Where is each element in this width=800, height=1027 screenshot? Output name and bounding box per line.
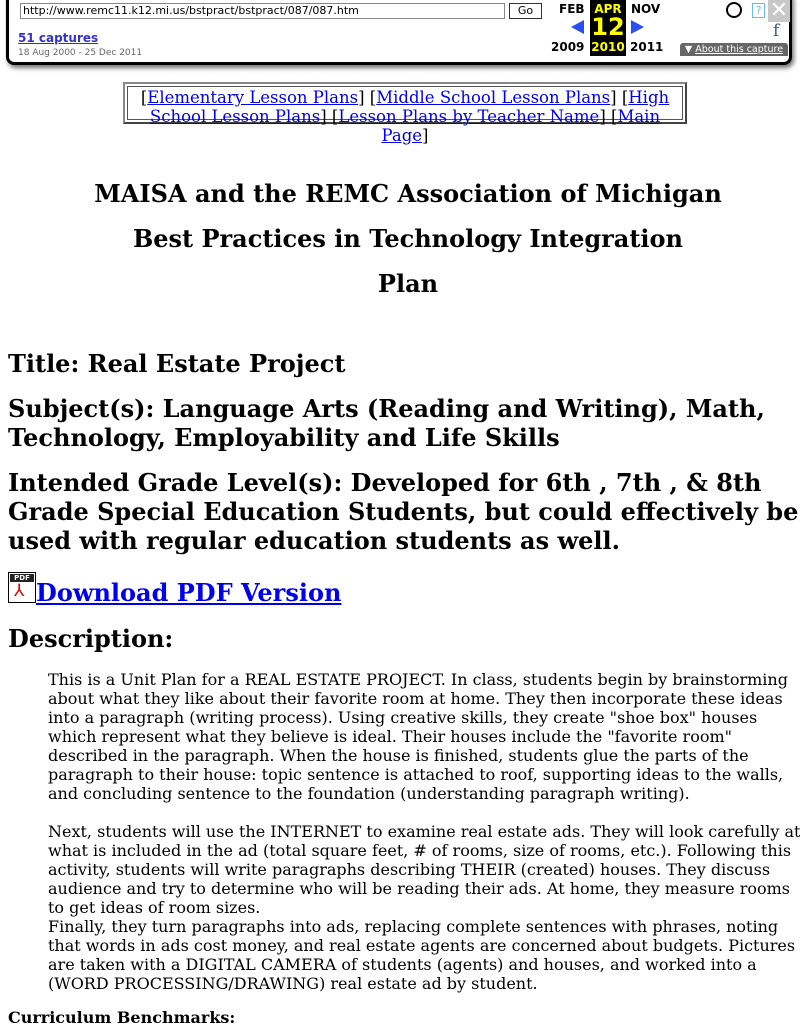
current-month: APR [594, 2, 622, 16]
capture-date-range: 18 Aug 2000 - 25 Dec 2011 [18, 48, 143, 58]
loading-circle-icon [726, 2, 742, 18]
description-paragraph-2: Next, students will use the INTERNET to examine real estate ads. They will look carefully at what is included in the ad (total square feet, # of rooms, size of rooms, etc.). Following this activity, students will write paragraphs describing THEIR (created) houses. They discuss audience and try to determine who will be reading their ads. At home, they measure rooms to get ideas of room sizes. [48, 822, 800, 917]
pdf-icon-label: PDF [10, 574, 34, 582]
current-year: 2010 [591, 40, 625, 54]
go-button[interactable]: Go [509, 3, 542, 19]
lesson-nav-box [123, 82, 687, 145]
acrobat-glyph-icon: ⅄ [14, 581, 25, 601]
pdf-icon[interactable] [8, 572, 36, 603]
current-day: 12 [591, 13, 625, 41]
header-program: Best Practices in Technology Integration [132, 224, 683, 253]
next-capture-arrow-icon[interactable] [631, 20, 644, 34]
curriculum-benchmarks-heading: Curriculum Benchmarks: [8, 1008, 236, 1027]
plan-title: Title: Real Estate Project [8, 349, 346, 378]
nav-link-elementary[interactable]: Elementary Lesson Plans [147, 88, 359, 107]
prev-capture-arrow-icon[interactable] [571, 20, 584, 34]
facebook-icon[interactable]: f [773, 21, 780, 41]
download-pdf-link[interactable]: Download PDF Version [36, 578, 342, 607]
current-capture-date [590, 0, 626, 56]
nav-link-middle-school[interactable]: Middle School Lesson Plans [376, 88, 611, 107]
prev-year-link[interactable]: 2009 [551, 40, 585, 54]
about-this-capture-button[interactable] [680, 43, 788, 56]
description-heading: Description: [8, 624, 174, 653]
next-month-link[interactable]: NOV [631, 2, 661, 16]
next-year-link[interactable]: 2011 [630, 40, 664, 54]
description-paragraph-1: This is a Unit Plan for a REAL ESTATE PROJECT. In class, students begin by brainstorming about what they like about their favorite room at home. They then incorporate these ideas into a paragraph (writing process). Using creative skills, they create "shoe box" houses which represent what they believe is ideal. Their houses include the "favorite room" described in the paragraph. When the house is finished, students glue the parts of the paragraph to their house: topic sentence is attached to roof, supporting ideas to the walls, and concluding sentence to the foundation (understanding paragraph writing). [48, 670, 788, 803]
lesson-nav: [Elementary Lesson Plans] [Middle School Lesson Plans] [High School Lesson Plans] [Lesson Plans by Teacher Name] [Main Page] [127, 86, 683, 120]
nav-link-teacher-name[interactable]: Lesson Plans by Teacher Name [338, 107, 600, 126]
header-plan: Plan [377, 269, 439, 298]
header-organization: MAISA and the REMC Association of Michigan [94, 179, 722, 208]
caret-down-icon: ▼ [684, 44, 693, 55]
plan-subjects: Subject(s): Language Arts (Reading and Writing), Math, Technology, Employability and Life Skills [8, 394, 765, 452]
wayback-toolbar [6, 0, 792, 65]
prev-month-link[interactable]: FEB [559, 2, 585, 16]
captures-link[interactable]: 51 captures [18, 31, 99, 45]
plan-grade-level: Intended Grade Level(s): Developed for 6th , 7th , & 8th Grade Special Education Students, but could effectively be used with regular education students as well. [8, 468, 799, 555]
help-icon[interactable]: ? [752, 3, 765, 18]
close-icon[interactable]: ✕ [769, 0, 789, 23]
nav-link-high-school[interactable]: High School Lesson Plans [149, 88, 670, 126]
nav-link-main-page[interactable]: Main Page [381, 107, 661, 145]
url-input[interactable] [20, 3, 505, 19]
about-this-capture-label: About this capture [695, 44, 784, 55]
description-paragraph-3: Finally, they turn paragraphs into ads, replacing complete sentences with phrases, noting that words in ads cost money, and real estate agents are concerned about budgets. Pictures are taken with a DIGITAL CAMERA of students (agents) and houses, and worked into a (WORD PROCESSING/DRAWING) real estate ad by student. [48, 917, 796, 993]
